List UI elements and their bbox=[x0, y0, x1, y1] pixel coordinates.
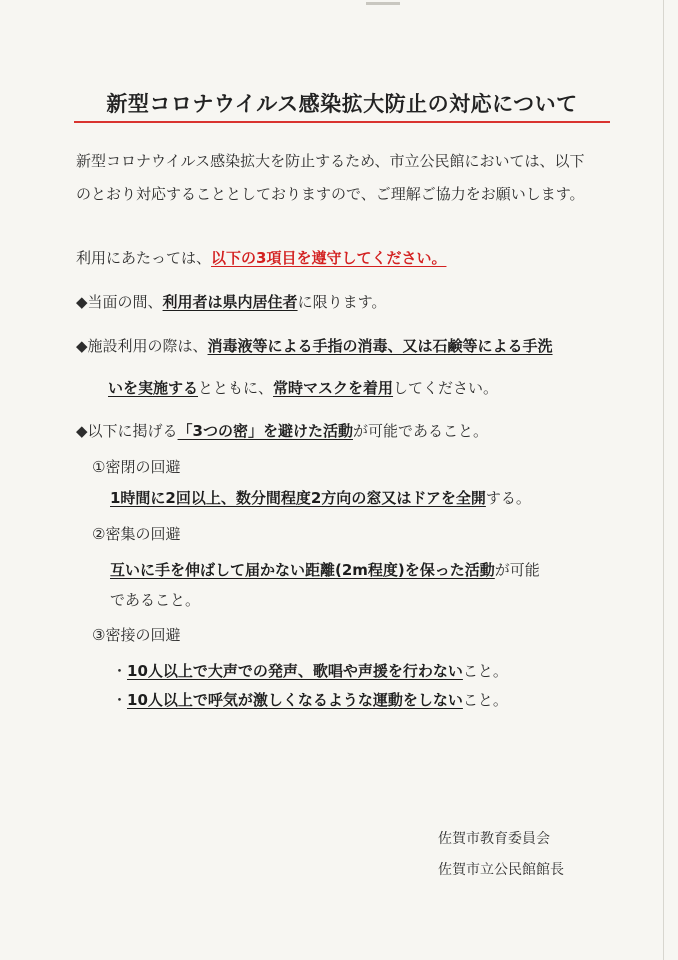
bullet-2-suffix: こと。 bbox=[462, 691, 508, 709]
item-2-mid: とともに、 bbox=[198, 379, 274, 397]
intro-line-1: 新型コロナウイルス感染拡大を防止するため、市立公民館においては、以下 bbox=[76, 152, 585, 170]
item-2-line-2 bbox=[108, 381, 498, 396]
bullet-1-dot: ・ bbox=[112, 662, 128, 680]
bullet-2-dot: ・ bbox=[112, 691, 128, 709]
item-3-suffix: が可能であること。 bbox=[353, 422, 489, 440]
sub-2-heading: ②密集の回避 bbox=[92, 525, 181, 543]
document-title: 新型コロナウイルス感染拡大防止の対応について bbox=[106, 92, 578, 116]
notice-prefix: 利用にあたっては、 bbox=[76, 249, 212, 267]
scan-artifact bbox=[366, 2, 400, 5]
item-2-suffix: してください。 bbox=[393, 379, 499, 397]
bullet-1-bold: 10人以上で大声での発声、歌唱や声援を行わない bbox=[127, 662, 463, 680]
notice-line bbox=[76, 251, 446, 266]
title-underline bbox=[74, 121, 610, 123]
item-1-prefix: ◆当面の間、 bbox=[76, 293, 163, 311]
item-3-prefix: ◆以下に掲げる bbox=[76, 422, 178, 440]
item-1-bold: 利用者は県内居住者 bbox=[162, 293, 298, 311]
sub-2-line-2: であること。 bbox=[110, 591, 201, 609]
sub-3-bullet-1 bbox=[112, 664, 508, 679]
sub-2-suffix: が可能 bbox=[494, 561, 540, 579]
bullet-2-bold: 10人以上で呼気が激しくなるような運動をしない bbox=[127, 691, 463, 709]
sub-1-bold: 1時間に2回以上、数分間程度2方向の窓又はドアを全開 bbox=[110, 489, 486, 507]
item-1-suffix: に限ります。 bbox=[297, 293, 387, 311]
item-2-bold-2: いを実施する bbox=[108, 379, 199, 397]
sub-1-suffix: する。 bbox=[485, 489, 531, 507]
intro-line-2: のとおり対応することとしておりますので、ご理解ご協力をお願いします。 bbox=[76, 185, 585, 203]
sub-2-bold: 互いに手を伸ばして届かない距離(2m程度)を保った活動 bbox=[110, 561, 495, 579]
author-line-1: 佐賀市教育委員会 bbox=[438, 831, 550, 847]
item-3-bold: 「3つの密」を避けた活動 bbox=[177, 422, 353, 440]
sub-1-heading: ①密閉の回避 bbox=[92, 458, 181, 476]
notice-highlight: 以下の3項目を遵守してください。 bbox=[211, 249, 447, 267]
sub-3-bullet-2 bbox=[112, 693, 508, 708]
item-2-line-1 bbox=[76, 339, 553, 354]
sub-3-heading: ③密接の回避 bbox=[92, 626, 181, 644]
item-3 bbox=[76, 424, 488, 439]
item-1 bbox=[76, 295, 386, 310]
item-2-prefix: ◆施設利用の際は、 bbox=[76, 337, 208, 355]
sub-1-body bbox=[110, 491, 531, 506]
author-line-2: 佐賀市立公民館館長 bbox=[438, 862, 564, 878]
item-2-bold-1: 消毒液等による手指の消毒、又は石鹸等による手洗 bbox=[207, 337, 553, 355]
sub-2-body bbox=[110, 563, 540, 578]
bullet-1-suffix: こと。 bbox=[462, 662, 508, 680]
item-2-bold-3: 常時マスクを着用 bbox=[273, 379, 394, 397]
